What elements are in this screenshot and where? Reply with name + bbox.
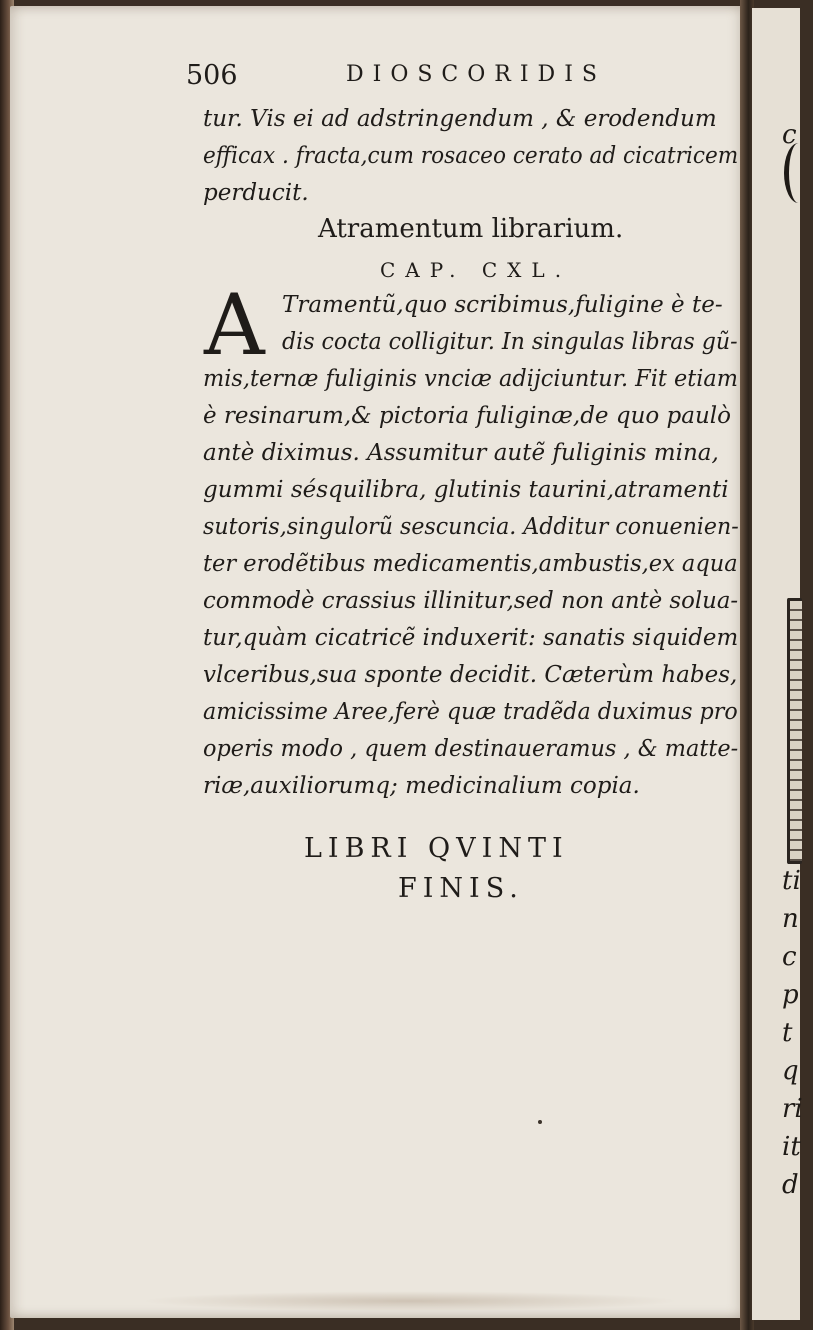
next-page-fragment: ti (782, 866, 801, 896)
next-page-glyph: c (782, 120, 797, 150)
chapter-title: Atramentum librarium. (318, 214, 624, 244)
text-line: tur,quàm cicatricẽ induxerit: sanatis siquidem (203, 625, 739, 651)
text-line: è resinarum,& pictoria fuliginæ,de quo paulò (203, 403, 732, 429)
next-page-fragment: n (782, 904, 799, 934)
page-header (186, 52, 736, 92)
text-line: dis cocta colligitur. In singulas libras gũ- (282, 329, 738, 355)
text-line: gummi sésquilibra, glutinis taurini,atramenti (203, 477, 729, 503)
page-number: 506 (186, 60, 238, 91)
next-page-fragment: c (782, 942, 797, 972)
text-line: operis modo , quem destinaueramus , & matte- (203, 736, 739, 762)
next-page-fragment: p (782, 980, 799, 1010)
text-line: sutoris,singulorũ sescuncia. Additur conuenien- (203, 514, 739, 540)
next-page-fragment: it (782, 1132, 801, 1162)
next-page-fragment: d (782, 1170, 799, 1200)
running-head: DIOSCORIDIS (346, 62, 606, 87)
woodcut-border (787, 598, 802, 864)
text-line: riæ,auxiliorumq; medicinalium copia. (203, 773, 640, 799)
text-line: Tramentũ,quo scribimus,fuligine è te- (282, 292, 723, 318)
text-line: vlceribus,sua sponte decidit. Cæterùm habes, (203, 662, 738, 688)
text-line: commodè crassius illinitur,sed non antè solua- (203, 588, 739, 614)
colophon-line: LIBRI QVINTI (304, 833, 569, 864)
next-page-fragment: ri (782, 1094, 803, 1124)
text-line: perducit. (203, 180, 309, 206)
text-line: tur. Vis ei ad adstringendum , & erodendum (203, 106, 717, 132)
ink-speck (538, 1120, 542, 1124)
next-page-fragment: t (782, 1018, 793, 1048)
text-line: antè diximus. Assumitur autẽ fuliginis mina, (203, 440, 719, 466)
drop-cap: A (204, 276, 265, 374)
text-line: amicissime Aree,ferè quæ tradẽda duximus pro (203, 699, 738, 725)
text-line: mis,ternæ fuliginis vnciæ adijciuntur. Fit etiam (203, 366, 738, 392)
next-page-fragment: q (782, 1056, 799, 1086)
page-stain (140, 1291, 680, 1311)
chapter-number: CAP. CXL. (380, 258, 572, 282)
book-page-right-edge (752, 8, 803, 1320)
ornament-curve (784, 143, 813, 203)
text-line: ter erodẽtibus medicamentis,ambustis,ex aqua (203, 551, 738, 577)
colophon-line: FINIS. (398, 873, 524, 904)
text-line: efficax . fracta,cum rosaceo cerato ad cicatricem (203, 143, 739, 169)
